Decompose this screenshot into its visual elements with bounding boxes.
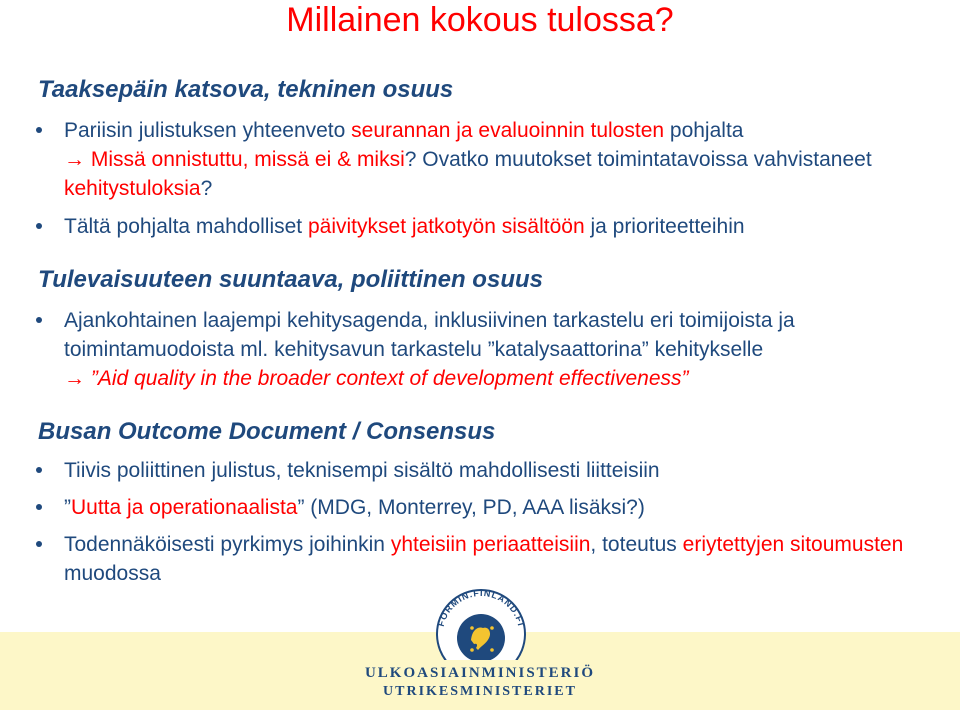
highlight-run: ”Aid quality in the broader context of development effectiveness” [90,367,689,390]
section-heading-technical: Taaksepäin katsova, tekninen osuus [38,76,454,103]
bullet-declaration [36,456,936,485]
text-run: , toteutus [590,533,683,556]
bullet-text [64,116,936,203]
bullet-text [64,493,936,522]
bullet-dot-icon [36,223,42,229]
bullet-text [64,306,936,393]
bullet-dot-icon [36,541,42,547]
right-arrow-icon: → [64,367,91,390]
bullet-updates [36,212,936,241]
text-run: ” [64,496,71,519]
text-run: Pariisin julistuksen yhteenveto [64,119,352,142]
highlight-run: kehitystuloksia [64,177,201,200]
ministry-seal-logo [426,582,536,660]
text-run: ” (MDG, Monterrey, PD, AAA lisäksi?) [297,496,645,519]
text-run: Tältä pohjalta mahdolliset [64,215,308,238]
bullet-principles [36,530,936,588]
highlight-run: seurannan ja evaluoinnin tulosten [351,119,665,142]
highlight-run: yhteisiin periaatteisiin [390,533,591,556]
bullet-text [64,530,936,588]
bullet-dot-icon [36,317,42,323]
right-arrow-icon: → [64,148,91,171]
text-run: Ajankohtainen laajempi kehitysagenda, inklusiivinen tarkastelu eri toimijoista ja toimintamuodoista ml. kehitysavun tarkastelu ”katalysaattorina” kehitykselle [64,309,795,361]
bullet-text [64,212,936,241]
text-run: ? Ovatko muutokset toimintatavoissa vahvistaneet [404,148,872,171]
section-heading-busan: Busan Outcome Document / Consensus [38,418,496,445]
highlight-run: eriytettyjen sitoumusten [682,533,904,556]
bullet-dot-icon [36,127,42,133]
highlight-run: Missä onnistuttu, missä ei & miksi [90,148,405,171]
text-run: pohjalta [664,119,744,142]
bullet-agenda [36,306,936,393]
text-run: muodossa [64,562,161,585]
bullet-dot-icon [36,467,42,473]
bullet-paris-summary [36,116,936,203]
bullet-dot-icon [36,504,42,510]
footer-ministry-finnish: ULKOASIAINMINISTERIÖ [364,665,596,681]
section-heading-political: Tulevaisuuteen suuntaava, poliittinen osuus [38,266,543,293]
footer-ministry-swedish: UTRIKESMINISTERIET [383,684,577,699]
seal-text: FORMIN.FINLAND.FI [435,587,527,628]
text-run: Todennäköisesti pyrkimys joihinkin [64,533,391,556]
bullet-operational [36,493,936,522]
slide-title: Millainen kokous tulossa? [286,1,674,39]
text-run: ? [200,177,213,200]
text-run: ja prioriteetteihin [584,215,745,238]
bullet-text: Tiivis poliittinen julistus, teknisempi sisältö mahdollisesti liitteisiin [64,459,660,482]
highlight-run: Uutta ja operationaalista [71,496,298,519]
highlight-run: päivitykset jatkotyön sisältöön [307,215,585,238]
